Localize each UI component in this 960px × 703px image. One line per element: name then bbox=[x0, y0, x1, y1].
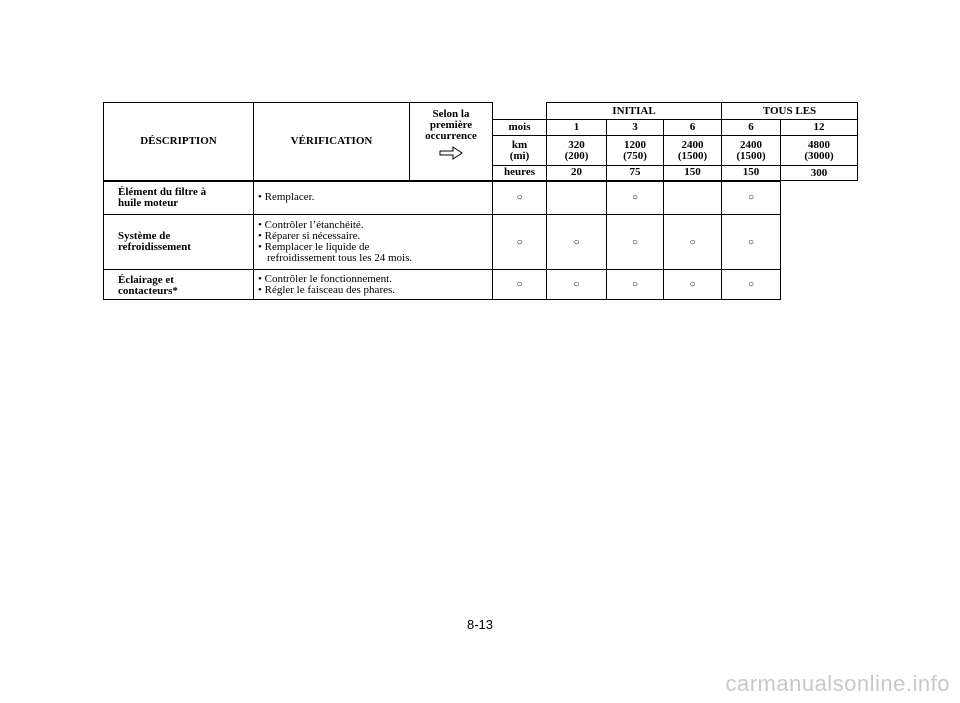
check-mark: ○ bbox=[722, 270, 781, 300]
km-value bbox=[722, 136, 781, 166]
check-text: Contrôler le fonctionnement. bbox=[264, 272, 392, 285]
bullet-icon: • bbox=[258, 230, 262, 242]
bullet-icon: • bbox=[258, 283, 262, 296]
item-label bbox=[104, 181, 254, 215]
check-mark: ○ bbox=[547, 270, 607, 300]
mi-text: (mi) bbox=[509, 149, 530, 162]
mi-number: (200) bbox=[564, 149, 589, 162]
heures-value: 20 bbox=[547, 166, 607, 181]
check-item bbox=[258, 192, 492, 203]
check-item bbox=[258, 285, 492, 296]
check-list bbox=[254, 270, 493, 300]
occurrence-line-2: première bbox=[429, 119, 473, 131]
mois-value: 12 bbox=[781, 120, 858, 136]
item-line: Élément du filtre à bbox=[118, 185, 207, 198]
check-mark: ○ bbox=[664, 215, 722, 270]
occurrence-line-1: Selon la bbox=[432, 108, 470, 120]
maintenance-table bbox=[103, 102, 858, 300]
mi-number: (3000) bbox=[804, 149, 834, 162]
mois-value: 6 bbox=[722, 120, 781, 136]
occurrence-line-3: occurrence bbox=[425, 130, 477, 142]
check-text: Remplacer le liquide de refroidissement tous les 24 mois. bbox=[264, 241, 413, 264]
item-line: Système de bbox=[118, 230, 171, 242]
initial-header: INITIAL bbox=[547, 103, 722, 120]
watermark: carmanualsonline.info bbox=[725, 671, 950, 696]
check-list bbox=[254, 215, 493, 270]
bullet-icon: • bbox=[258, 219, 262, 231]
item-line: refroidissement bbox=[118, 241, 191, 253]
bullet-icon: • bbox=[258, 191, 262, 204]
check-mark: ○ bbox=[607, 270, 664, 300]
km-value bbox=[781, 136, 858, 166]
item-label bbox=[104, 215, 254, 270]
table-row bbox=[104, 181, 858, 215]
heures-value: 150 bbox=[722, 166, 781, 181]
check-mark: ○ bbox=[493, 270, 547, 300]
verification-header: VÉRIFICATION bbox=[254, 103, 410, 181]
check-mark: ○ bbox=[664, 270, 722, 300]
check-mark: ○ bbox=[607, 215, 664, 270]
km-value bbox=[664, 136, 722, 166]
check-list bbox=[254, 181, 493, 215]
mi-number: (750) bbox=[623, 149, 647, 162]
empty-mark bbox=[664, 181, 722, 215]
bullet-icon: • bbox=[258, 272, 262, 285]
mois-value: 6 bbox=[664, 120, 722, 136]
check-mark: ○ bbox=[722, 215, 781, 270]
table-row bbox=[104, 215, 858, 270]
right-arrow-icon bbox=[439, 146, 463, 160]
item-line: huile moteur bbox=[118, 196, 179, 209]
item-label bbox=[104, 270, 254, 300]
mois-label: mois bbox=[493, 120, 547, 136]
km-value bbox=[547, 136, 607, 166]
check-mark: ○ bbox=[547, 215, 607, 270]
check-mark: ○ bbox=[493, 215, 547, 270]
table-row bbox=[104, 270, 858, 300]
empty-mark bbox=[547, 181, 607, 215]
km-text: km bbox=[511, 138, 528, 151]
heures-value: 300 bbox=[781, 166, 858, 181]
tous-les-header: TOUS LES bbox=[722, 103, 858, 120]
description-header: DÉSCRIPTION bbox=[104, 103, 254, 181]
item-line: contacteurs* bbox=[118, 285, 178, 297]
km-number: 4800 bbox=[808, 138, 831, 151]
km-number: 1200 bbox=[624, 138, 646, 151]
km-number: 320 bbox=[568, 138, 585, 151]
km-number: 2400 bbox=[681, 138, 704, 151]
check-text: Contrôler l’étanchéité. bbox=[264, 219, 364, 231]
mois-value: 1 bbox=[547, 120, 607, 136]
check-text: Régler le faisceau des phares. bbox=[264, 283, 396, 296]
km-number: 2400 bbox=[740, 138, 763, 151]
heures-label: heures bbox=[493, 166, 547, 181]
mi-number: (1500) bbox=[677, 149, 708, 162]
check-item bbox=[258, 242, 492, 264]
page-number: 8-13 bbox=[466, 617, 494, 632]
item-line: Éclairage et bbox=[118, 274, 174, 286]
bullet-icon: • bbox=[258, 241, 262, 253]
km-value bbox=[607, 136, 664, 166]
mi-number: (1500) bbox=[736, 149, 766, 162]
check-mark: ○ bbox=[607, 181, 664, 215]
heures-value: 150 bbox=[664, 166, 722, 181]
check-mark: ○ bbox=[493, 181, 547, 215]
km-label bbox=[493, 136, 547, 166]
check-text: Réparer si nécessaire. bbox=[264, 230, 361, 242]
heures-value: 75 bbox=[607, 166, 664, 181]
mois-value: 3 bbox=[607, 120, 664, 136]
check-mark: ○ bbox=[722, 181, 781, 215]
occurrence-header bbox=[410, 103, 493, 181]
check-text: Remplacer. bbox=[264, 191, 315, 204]
